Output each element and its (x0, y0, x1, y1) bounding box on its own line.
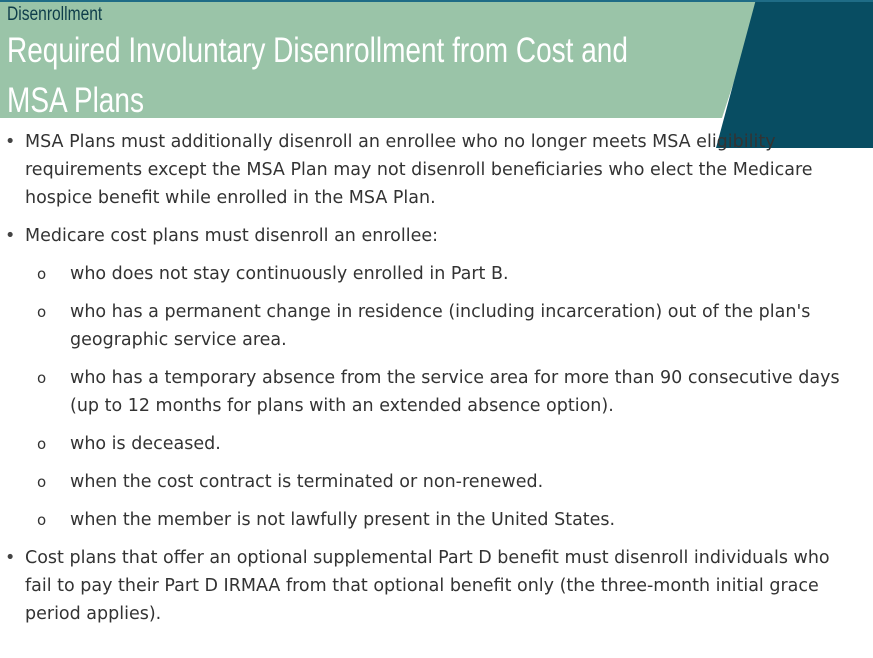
sub-item-text: who has a permanent change in residence (including incarceration) out of the plan's geographic service area. (70, 302, 811, 350)
bullet-part-d-irmaa (0, 544, 873, 628)
bullet-text: MSA Plans must additionally disenroll an enrollee who no longer meets MSA eligibility requirements except the MSA Plan may not disenroll beneficiaries who elect the Medicare hospice benefit while enrolled in the MSA Plan. (25, 132, 813, 208)
sub-item-part-b (37, 260, 857, 288)
sub-item-not-lawfully-present (37, 506, 857, 534)
sub-bullet-marker: o (37, 369, 47, 387)
sub-item-text: who does not stay continuously enrolled in Part B. (70, 264, 509, 284)
sub-bullet-marker: o (37, 303, 47, 321)
sub-item-text: when the cost contract is terminated or non-renewed. (70, 472, 544, 492)
bullet-marker: • (5, 226, 16, 246)
bullet-text: Medicare cost plans must disenroll an enrollee: (25, 226, 438, 246)
sub-bullet-marker: o (37, 265, 47, 283)
sub-item-temporary-absence (37, 364, 857, 420)
bullet-marker: • (5, 132, 16, 152)
bullet-cost-plans (0, 222, 873, 534)
top-divider (0, 0, 873, 2)
sub-bullet-marker: o (37, 473, 47, 491)
sub-bullet-marker: o (37, 435, 47, 453)
bullet-msa-disenroll (0, 128, 873, 212)
sub-item-residence (37, 298, 857, 354)
sub-item-text: when the member is not lawfully present in the United States. (70, 510, 616, 530)
sub-item-contract-terminated (37, 468, 857, 496)
sub-item-text: who has a temporary absence from the service area for more than 90 consecutive days (up to 12 months for plans with an extended absence option). (70, 368, 840, 416)
sub-item-deceased (37, 430, 857, 458)
sub-item-text: who is deceased. (70, 434, 221, 454)
bullet-marker: • (5, 548, 16, 568)
sub-list (25, 260, 857, 534)
page-title: Required Involuntary Disenrollment from Cost and MSA Plans (7, 31, 628, 120)
section-label: Disenrollment (7, 4, 103, 25)
bullet-text: Cost plans that offer an optional supplemental Part D benefit must disenroll individuals who fail to pay their Part D IRMAA from that optional benefit only (the three-month initial grace period applies). (25, 548, 830, 624)
sub-bullet-marker: o (37, 511, 47, 529)
bullet-list (0, 128, 873, 628)
